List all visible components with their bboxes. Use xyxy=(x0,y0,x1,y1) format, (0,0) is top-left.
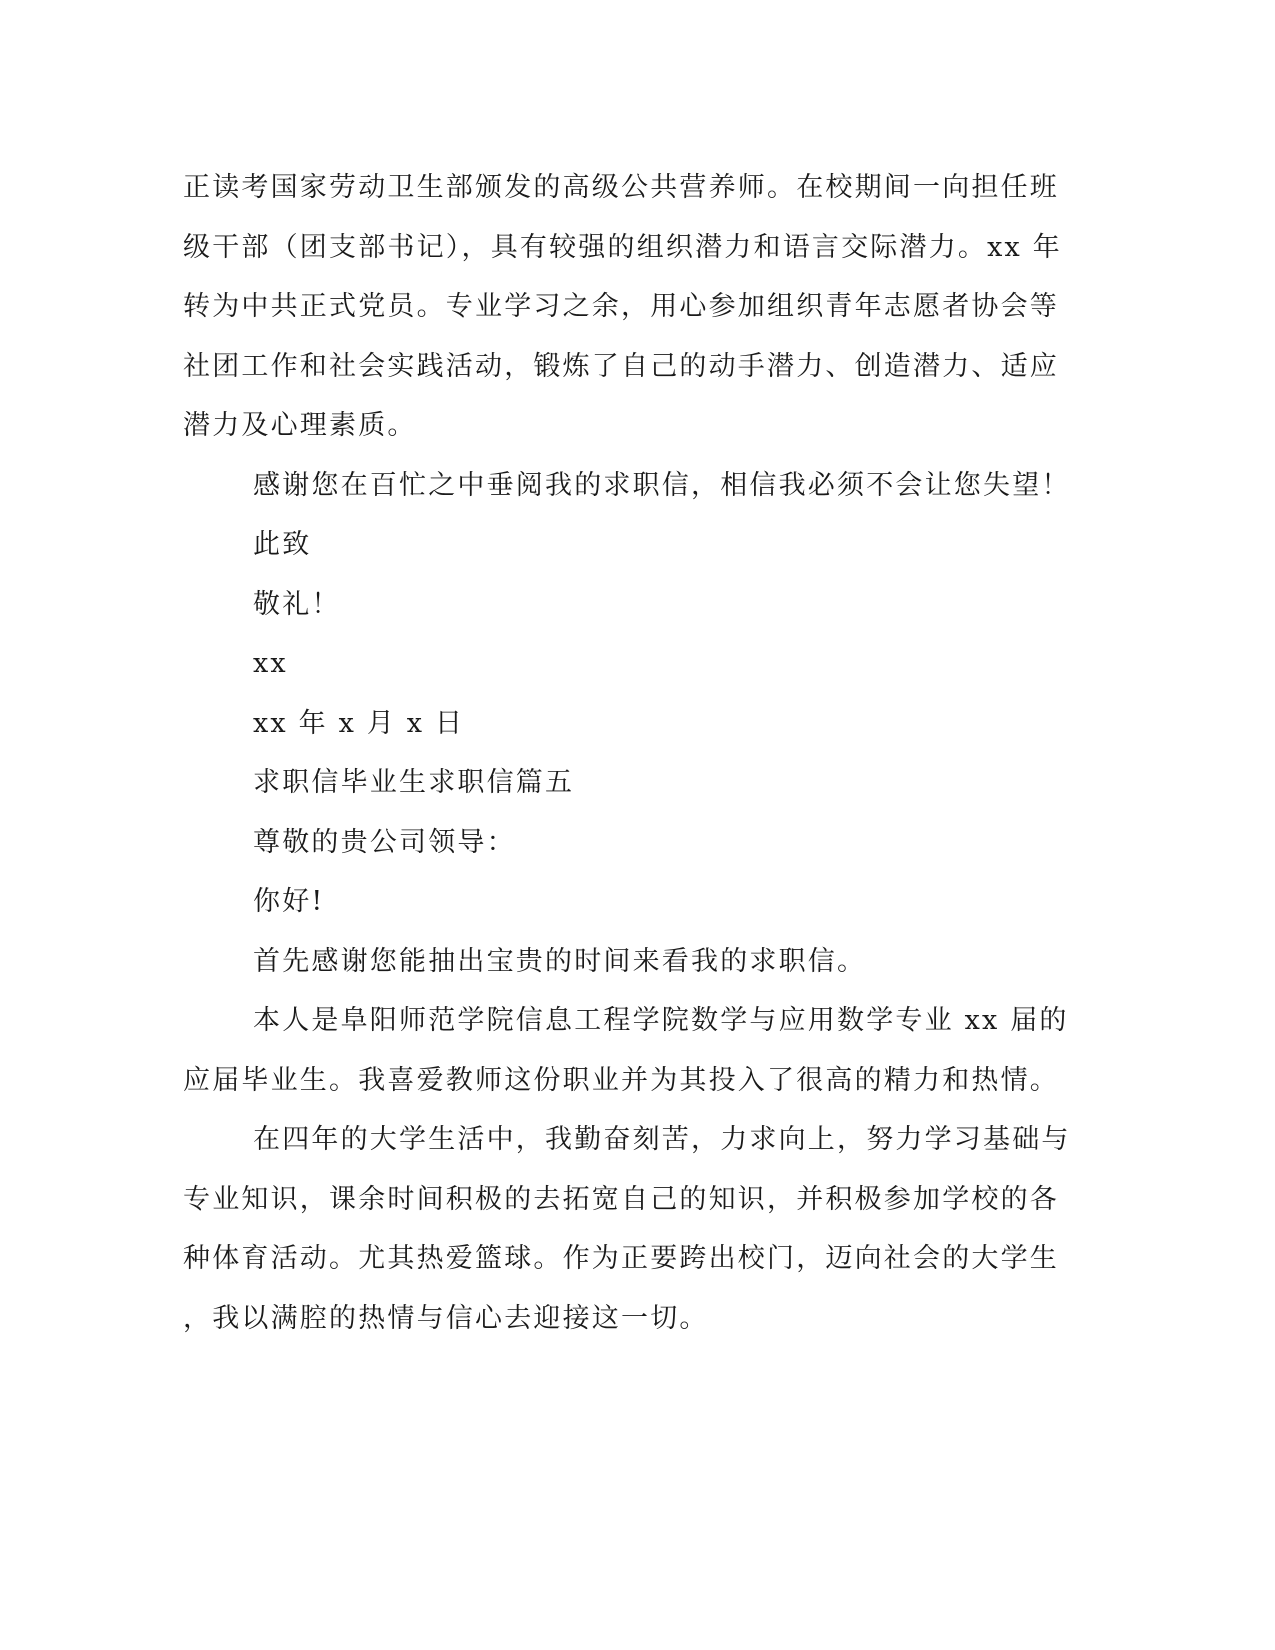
salutation-line: 敬礼！ xyxy=(253,588,341,620)
paragraph-line: 本人是阜阳师范学院信息工程学院数学与应用数学专业 xx 届的 xyxy=(253,1005,1069,1036)
paragraph-line: 正读考国家劳动卫生部颁发的高级公共营养师。在校期间一向担任班 xyxy=(183,172,1059,203)
paragraph-line: 转为中共正式党员。专业学习之余，用心参加组织青年志愿者协会等 xyxy=(183,291,1059,322)
salutation-line: 此致 xyxy=(253,529,312,560)
closing-thanks-line: 感谢您在百忙之中垂阅我的求职信，相信我必须不会让您失望！ xyxy=(253,469,1071,501)
paragraph-line: 专业知识，课余时间积极的去拓宽自己的知识，并积极参加学校的各 xyxy=(183,1183,1059,1215)
paragraph-line: 种体育活动。尤其热爱篮球。作为正要跨出校门，迈向社会的大学生 xyxy=(183,1243,1059,1274)
greeting-line: 尊敬的贵公司领导： xyxy=(253,826,516,858)
paragraph-line: 首先感谢您能抽出宝贵的时间来看我的求职信。 xyxy=(253,945,867,977)
paragraph-line: 级干部（团支部书记），具有较强的组织潜力和语言交际潜力。xx 年 xyxy=(183,231,1062,263)
greeting-line: 你好! xyxy=(253,886,325,917)
paragraph-line: 潜力及心理素质。 xyxy=(183,410,417,441)
paragraph-line: ，我以满腔的热情与信心去迎接这一切。 xyxy=(183,1302,709,1334)
signature-date: xx 年 x 月 x 日 xyxy=(253,707,465,739)
paragraph-line: 社团工作和社会实践活动，锻炼了自己的动手潜力、创造潜力、适应 xyxy=(183,350,1059,382)
paragraph-line: 应届毕业生。我喜爱教师这份职业并为其投入了很高的精力和热情。 xyxy=(183,1064,1059,1096)
letter-body xyxy=(183,158,1071,1348)
section-title: 求职信毕业生求职信篇五 xyxy=(253,767,575,798)
signature-name: xx xyxy=(253,648,288,679)
paragraph-line: 在四年的大学生活中，我勤奋刻苦，力求向上，努力学习基础与 xyxy=(253,1124,1071,1155)
